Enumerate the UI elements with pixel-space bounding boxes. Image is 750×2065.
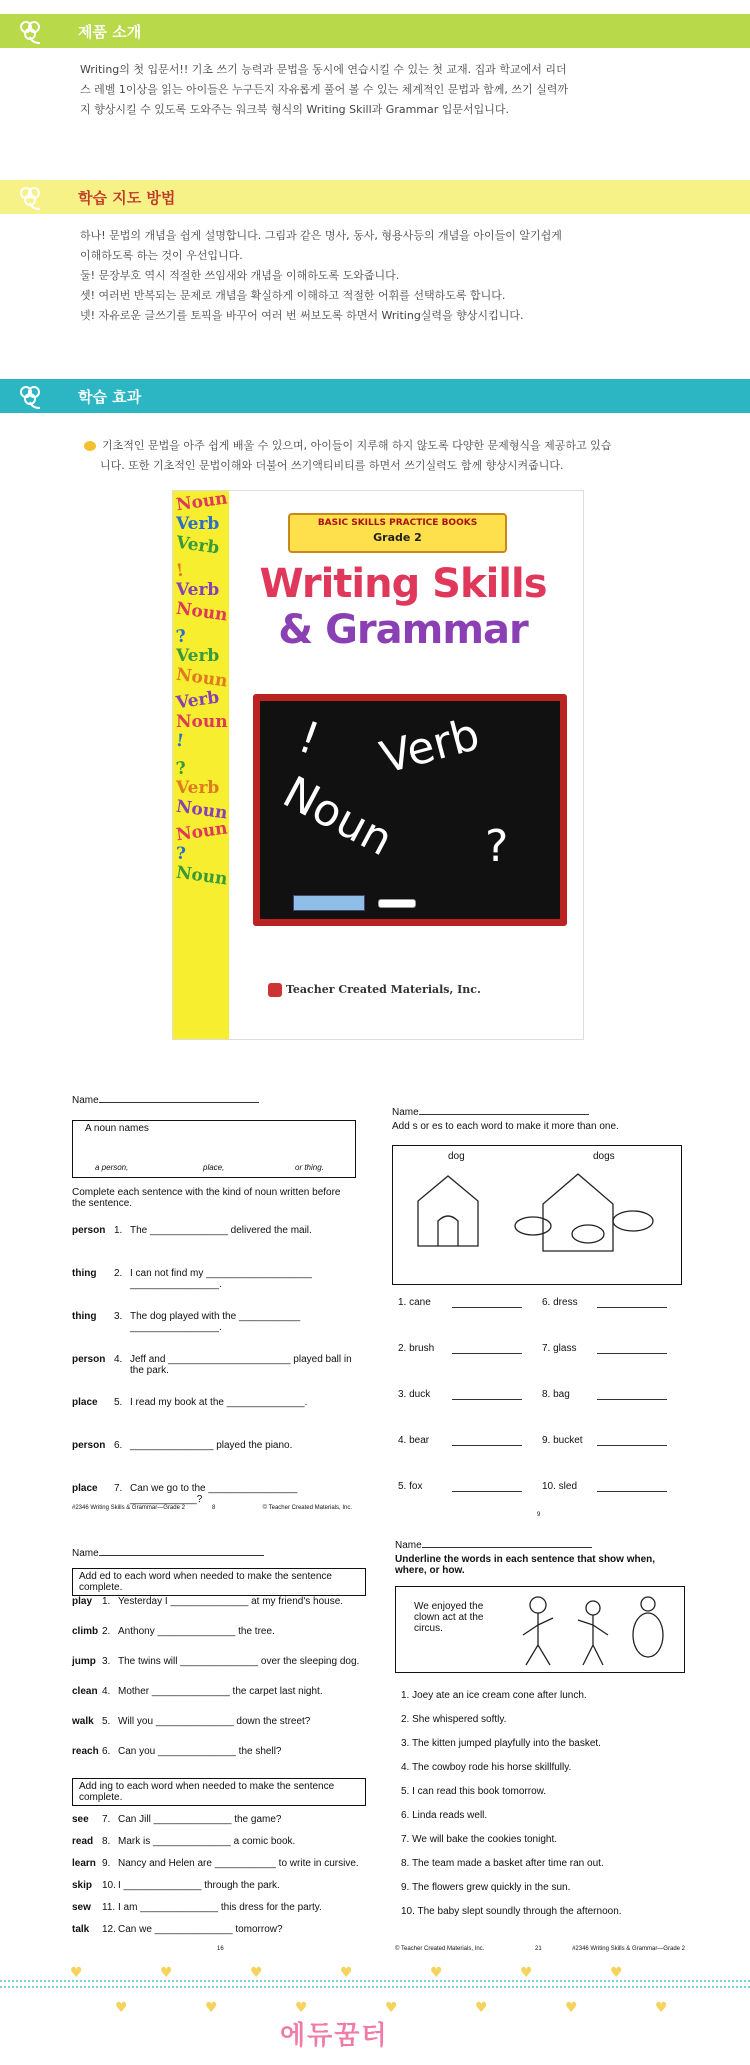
spine-word: Noun bbox=[174, 488, 229, 516]
sentence-item: 6. Linda reads well. bbox=[401, 1810, 488, 1821]
clover-icon bbox=[14, 384, 50, 410]
section-text: Writing의 첫 입문서!! 기초 쓰기 능력과 문법을 동시에 연습시킬 수 있는 첫 교재. 집과 학교에서 리더 스 레벨 1이상을 읽는 아이들은 누구든지 자유롭게 풀어 볼 수 있는 체계적인 문법과 함께, 쓰기 실력까 지 향상시킬 수 있도록 도와주는 워크북 형식의 Writing Skill과 Grammar 입문서입니다. bbox=[80, 63, 568, 116]
answer-line[interactable] bbox=[597, 1491, 667, 1492]
spine-word: Verb bbox=[176, 778, 220, 798]
heart-icon: ♥ bbox=[160, 1965, 173, 1981]
spine-word: Noun bbox=[174, 862, 229, 890]
heart-icon: ♥ bbox=[70, 1965, 83, 1981]
clover-icon bbox=[14, 19, 50, 45]
heart-icon: ♥ bbox=[205, 2000, 218, 2016]
sentence-item: 5. I can read this book tomorrow. bbox=[401, 1786, 547, 1797]
answer-line[interactable] bbox=[452, 1399, 522, 1400]
section-text: 기초적인 문법을 아주 쉽게 배울 수 있으며, 아이들이 지루해 하지 않도록 다양한 문제형식을 제공하고 있습 니다. 또한 기초적인 문법이해와 더불어 쓰기액티비티를 하면서 쓰기실력도 함께 향상시켜줍니다. bbox=[84, 436, 694, 476]
spine-word: Noun bbox=[174, 598, 229, 626]
spine-word: ? bbox=[174, 758, 188, 780]
worksheet-page: Name Add s or es to each word to make it more than one. dog dogs 9 1. cane 2. brush 3. duck 4. bear 5. fox 6. dress 7. glass 8. bag 9. bucket 10. sled bbox=[392, 1107, 682, 1527]
answer-line[interactable] bbox=[452, 1353, 522, 1354]
spine-word: ! bbox=[174, 560, 186, 582]
section-bar-intro bbox=[0, 14, 750, 48]
clown-box: We enjoyed the clown act at the circus. bbox=[395, 1586, 685, 1673]
publisher: Teacher Created Materials, Inc. bbox=[268, 983, 481, 997]
plural-item: 1. cane bbox=[398, 1297, 431, 1308]
section-title: 학습 지도 방법 bbox=[78, 189, 176, 207]
spine-word: ? bbox=[176, 844, 186, 864]
board-word: Verb bbox=[375, 708, 485, 785]
section-bar-effect bbox=[0, 379, 750, 413]
clown-illustration bbox=[508, 1590, 678, 1670]
plural-item: 3. duck bbox=[398, 1389, 431, 1400]
heart-icon: ♥ bbox=[295, 2000, 308, 2016]
clover-icon bbox=[14, 185, 50, 211]
dog-picture-box: dog dogs bbox=[392, 1145, 682, 1285]
plural-item: 10. sled bbox=[542, 1481, 578, 1492]
answer-line[interactable] bbox=[597, 1445, 667, 1446]
bullet-icon bbox=[84, 441, 96, 451]
plural-item: 2. brush bbox=[398, 1343, 435, 1354]
spine-word: ? bbox=[174, 626, 188, 648]
plural-item: 9. bucket bbox=[542, 1435, 583, 1446]
sentence-item: 3. The kitten jumped playfully into the basket. bbox=[401, 1738, 601, 1749]
answer-line[interactable] bbox=[597, 1307, 667, 1308]
spine-word: Verb bbox=[176, 514, 220, 534]
apple-icon bbox=[268, 983, 282, 997]
cover-title: Writing Skills & Grammar bbox=[259, 561, 547, 653]
answer-line[interactable] bbox=[452, 1445, 522, 1446]
chalk bbox=[378, 899, 416, 908]
board-word: Noun bbox=[274, 766, 401, 867]
answer-line[interactable] bbox=[597, 1399, 667, 1400]
site-logo[interactable]: 에듀꿈터 bbox=[280, 2021, 389, 2051]
dog-illustration bbox=[393, 1146, 681, 1276]
spine-word: ! bbox=[174, 730, 186, 752]
footer-divider bbox=[0, 1980, 750, 1988]
sentence-item: 1. Joey ate an ice cream cone after lunch. bbox=[401, 1690, 587, 1701]
heart-icon: ♥ bbox=[610, 1965, 623, 1981]
grade-banner: BASIC SKILLS PRACTICE BOOKS Grade 2 bbox=[288, 513, 507, 553]
plural-item: 8. bag bbox=[542, 1389, 570, 1400]
answer-line[interactable] bbox=[452, 1307, 522, 1308]
heart-icon: ♥ bbox=[430, 1965, 443, 1981]
sentence-item: 8. The team made a basket after time ran out. bbox=[401, 1858, 604, 1869]
sentence-item: 9. The flowers grew quickly in the sun. bbox=[401, 1882, 571, 1893]
worksheet-page: Name A noun names a person, place, or thing. Complete each sentence with the kind of noun written before the sentence. #2346 Writing Skills & Grammar—Grade 2 8 © Teacher Created Materials, Inc. person 1. The ______________ delivered the mail. thing 2. I can not find my ___________________ ________________. thing 3. The dog played with the ___________ ________________. person 4. Jeff and ______________________ played ball in the park. place 5. I read my book at the ______________. person 6. _______________ played the piano. place 7. Can we go to the ________________ ____________? bbox=[72, 1095, 362, 1515]
heart-icon: ♥ bbox=[655, 2000, 668, 2016]
board-word: ! bbox=[291, 711, 326, 766]
sentence-item: 10. The baby slept soundly through the afternoon. bbox=[401, 1906, 622, 1917]
spine-word: Verb bbox=[176, 580, 220, 600]
plural-item: 5. fox bbox=[398, 1481, 423, 1492]
section-title: 학습 효과 bbox=[78, 388, 142, 406]
spine-word: Noun bbox=[174, 818, 229, 846]
plural-item: 4. bear bbox=[398, 1435, 430, 1446]
noun-box: A noun names a person, place, or thing. bbox=[72, 1120, 356, 1178]
worksheet-page: Name Underline the words in each sentence that show when, where, or how. We enjoyed the clown act at the circus. © Teacher Created Materials, Inc. 21 #2346 Writing Skills & Grammar—Grade 2 1. Joey ate an ice cream cone after lunch. 2. She whispered softly. 3. The kitten jumped playfully into the basket. 4. The cowboy rode his horse skillfully. 5. I can read this book tomorrow. 6. Linda reads well. 7. We will bake the cookies tonight. 8. The team made a basket after time ran out. 9. The flowers grew quickly in the sun. 10. The baby slept soundly through the afternoon. bbox=[395, 1540, 693, 1960]
heart-icon: ♥ bbox=[475, 2000, 488, 2016]
heart-icon: ♥ bbox=[115, 2000, 128, 2016]
worksheet-page: Name Add ed to each word when needed to make the sentence complete. Add ing to each word when needed to make the sentence complete. 16 play 1. Yesterday I ______________ at my friend's house. climb 2. Anthony ______________ the tree. jump 3. The twins will ______________ over the sleeping dog. clean 4. Mother ______________ the carpet last night. walk 5. Will you ______________ down the street? reach 6. Can you ______________ the shell? see 7. Can Jill ______________ the game? read 8. Mark is ______________ a comic book. learn 9. Nancy and Helen are ___________ to write in cursive. skip 10. I ______________ through the park. sew 11. I am ______________ this dress for the party. talk 12. Can we ______________ tomorrow? bbox=[72, 1548, 367, 1960]
sentence-item: 7. We will bake the cookies tonight. bbox=[401, 1834, 558, 1845]
sentence-item: 2. She whispered softly. bbox=[401, 1714, 507, 1725]
heart-icon: ♥ bbox=[385, 2000, 398, 2016]
spine-word: Noun bbox=[174, 796, 229, 824]
chalkboard bbox=[253, 694, 567, 926]
plural-item: 7. glass bbox=[542, 1343, 577, 1354]
spine-word: Verb bbox=[176, 646, 220, 666]
spine-word: Noun bbox=[176, 712, 228, 732]
heart-icon: ♥ bbox=[520, 1965, 533, 1981]
section-bar-method bbox=[0, 180, 750, 214]
board-word: ? bbox=[485, 821, 509, 872]
section-text: 하나! 문법의 개념을 쉽게 설명합니다. 그림과 같은 명사, 동사, 형용사등의 개념을 아이들이 알기쉽게 이해하도록 하는 것이 우선입니다. 둘! 문장부호 역시 적절한 쓰임새와 개념을 이해하도록 도와줍니다. 셋! 여러번 반복되는 문제로 개념을 확실하게 이해하고 적절한 어휘를 선택하도록 합니다. 넷! 자유로운 글쓰기를 토픽을 바꾸어 여러 번 써보도록 하면서 Writing실력을 향상시킵니다. bbox=[80, 229, 562, 322]
section-title: 제품 소개 bbox=[78, 23, 142, 41]
eraser bbox=[293, 895, 365, 911]
spine-word: Noun bbox=[174, 664, 229, 692]
sentence-item: 4. The cowboy rode his horse skillfully. bbox=[401, 1762, 572, 1773]
spine-word: Verb bbox=[174, 687, 221, 714]
heart-icon: ♥ bbox=[340, 1965, 353, 1981]
spine-word: Verb bbox=[174, 532, 221, 559]
answer-line[interactable] bbox=[452, 1491, 522, 1492]
book-cover bbox=[172, 490, 584, 1040]
plural-item: 6. dress bbox=[542, 1297, 578, 1308]
heart-icon: ♥ bbox=[565, 2000, 578, 2016]
answer-line[interactable] bbox=[597, 1353, 667, 1354]
cover-spine bbox=[173, 488, 229, 1039]
heart-icon: ♥ bbox=[250, 1965, 263, 1981]
